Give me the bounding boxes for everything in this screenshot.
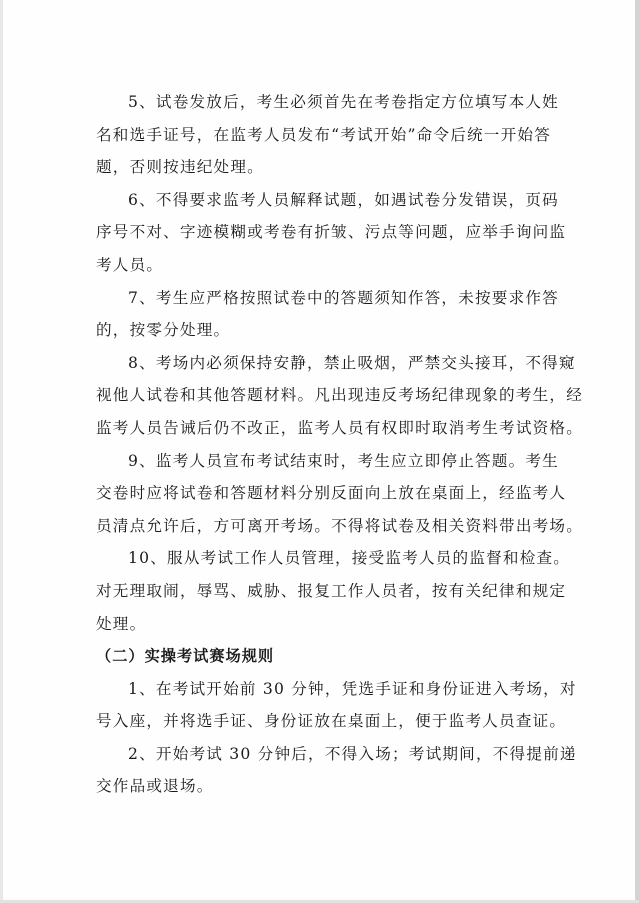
section-heading: （二）实操考试赛场规则: [96, 647, 275, 666]
rule-9-paragraph: [96, 445, 584, 543]
rule-8-paragraph: [96, 347, 584, 445]
rule-5-line-2: 名和选手证号，在监考人员发布“考试开始”命令后统一开始答: [96, 125, 551, 144]
rule-5-line-1: 5、试卷发放后，考生必须首先在考卷指定方位填写本人姓: [128, 93, 559, 111]
practical-rule-1-line-1: 1、在考试开始前 30 分钟，凭选手证和身份证进入考场，对: [128, 679, 577, 698]
rule-7-paragraph: [96, 282, 559, 347]
rule-6-line-2: 序号不对、字迹模糊或考卷有折皱、污点等问题，应举手询问监: [96, 223, 567, 242]
rule-6-line-1: 6、不得要求监考人员解释试题，如遇试卷分发错误，页码: [128, 190, 559, 209]
rule-8-line-3: 监考人员告诫后仍不改正，监考人员有权即时取消考生考试资格。: [96, 418, 584, 437]
page-edge-left: [0, 0, 3, 903]
document-body: [96, 86, 584, 803]
rule-5-paragraph: [96, 86, 559, 184]
rule-9-line-1: 9、监考人员宣布考试结束时，考生应立即停止答题。考生: [128, 451, 559, 470]
rule-6-line-3: 考人员。: [96, 255, 164, 274]
rule-10-line-2: 对无理取闹，辱骂、威胁、报复工作人员者，按有关纪律和规定: [96, 581, 567, 600]
practical-rule-2-paragraph: [96, 738, 577, 803]
rule-10-line-3: 处理。: [96, 614, 147, 633]
practical-rule-1-line-2: 号入座，并将选手证、身份证放在桌面上，便于监考人员查证。: [96, 712, 567, 731]
rule-9-line-3: 员清点允许后，方可离开考场。不得将试卷及相关资料带出考场。: [96, 516, 584, 535]
page-edge-right: [635, 0, 639, 903]
rule-7-line-2: 的，按零分处理。: [96, 321, 231, 340]
rule-5-line-3: 题，否则按违纪处理。: [96, 158, 264, 177]
rule-9-line-2: 交卷时应将试卷和答题材料分别反面向上放在桌面上，经监考人: [96, 484, 567, 503]
rule-7-line-1: 7、考生应严格按照试卷中的答题须知作答，未按要求作答: [128, 288, 559, 307]
rule-10-line-1: 10、服从考试工作人员管理，接受监考人员的监督和检查。: [128, 549, 571, 568]
practical-rule-2-line-2: 交作品或退场。: [96, 777, 214, 796]
rule-8-line-1: 8、考场内必须保持安静，禁止吸烟，严禁交头接耳，不得窥: [128, 353, 576, 372]
rule-6-paragraph: [96, 184, 567, 282]
practical-rule-2-line-1: 2、开始考试 30 分钟后，不得入场；考试期间，不得提前递: [128, 744, 577, 763]
rule-10-paragraph: [96, 542, 571, 640]
practical-rule-1-paragraph: [96, 673, 577, 738]
rule-8-line-2: 视他人试卷和其他答题材料。凡出现违反考场纪律现象的考生，经: [96, 386, 584, 405]
